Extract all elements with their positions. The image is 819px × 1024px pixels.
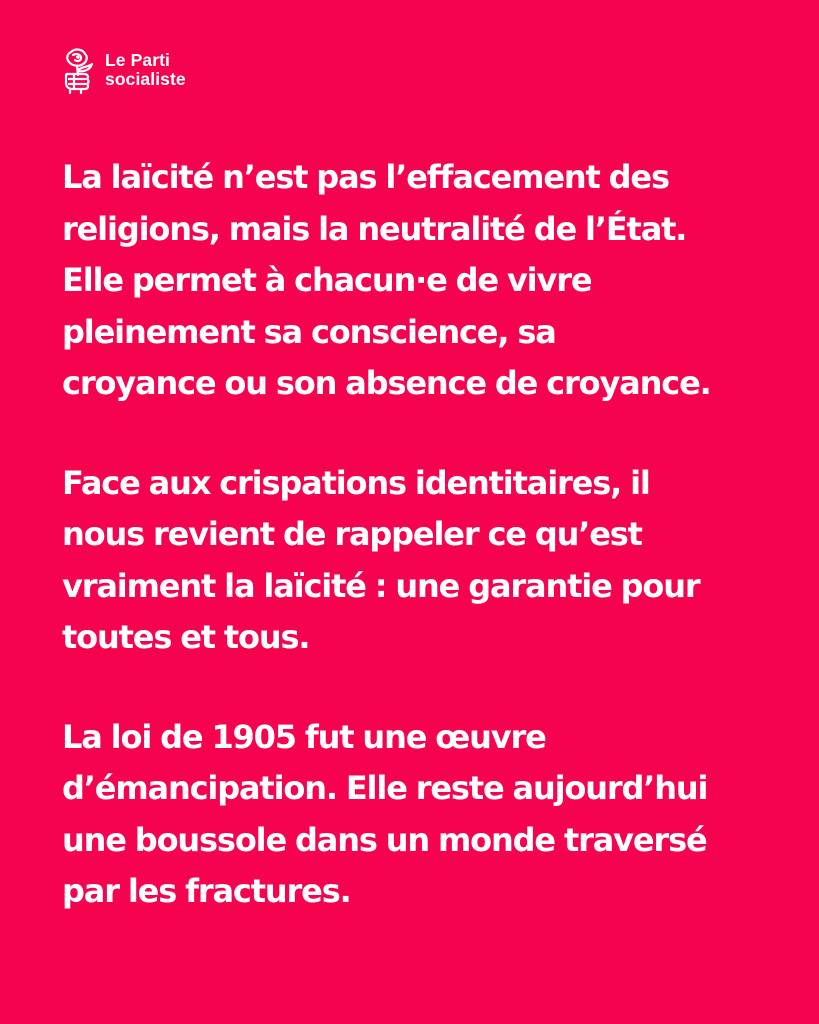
logo-wordmark: [105, 51, 186, 89]
logo-line-1: Le Parti: [105, 50, 170, 70]
paragraph-line: une boussole dans un monde traversé: [62, 820, 707, 859]
paragraph-3: [62, 712, 777, 918]
paragraph-line: religions, mais la neutralité de l’État.: [62, 209, 687, 248]
paragraph-line: d’émancipation. Elle reste aujourd’hui: [62, 769, 708, 807]
paragraph-line: La loi de 1905 fut une œuvre: [62, 717, 546, 756]
paragraph-2: [62, 458, 777, 664]
rose-in-fist-icon: [59, 46, 97, 94]
paragraph-line: toutes et tous.: [62, 618, 310, 656]
paragraph-line: nous revient de rappeler ce qu’est: [62, 515, 642, 553]
paragraph-line: par les fractures.: [62, 872, 351, 910]
party-logo: [59, 46, 186, 94]
paragraph-line: vraiment la laïcité : une garantie pour: [62, 566, 700, 605]
paragraph-line: La laïcité n’est pas l’effacement des: [62, 158, 669, 196]
paragraph-1: [62, 152, 777, 410]
paragraph-line: Face aux crispations identitaires, il: [62, 463, 650, 502]
statement-body: [62, 152, 777, 966]
paragraph-line: Elle permet à chacun·e de vivre: [62, 261, 592, 299]
logo-line-2: socialiste: [105, 69, 186, 89]
paragraph-line: pleinement sa conscience, sa: [62, 312, 556, 351]
paragraph-line: croyance ou son absence de croyance.: [62, 364, 711, 402]
